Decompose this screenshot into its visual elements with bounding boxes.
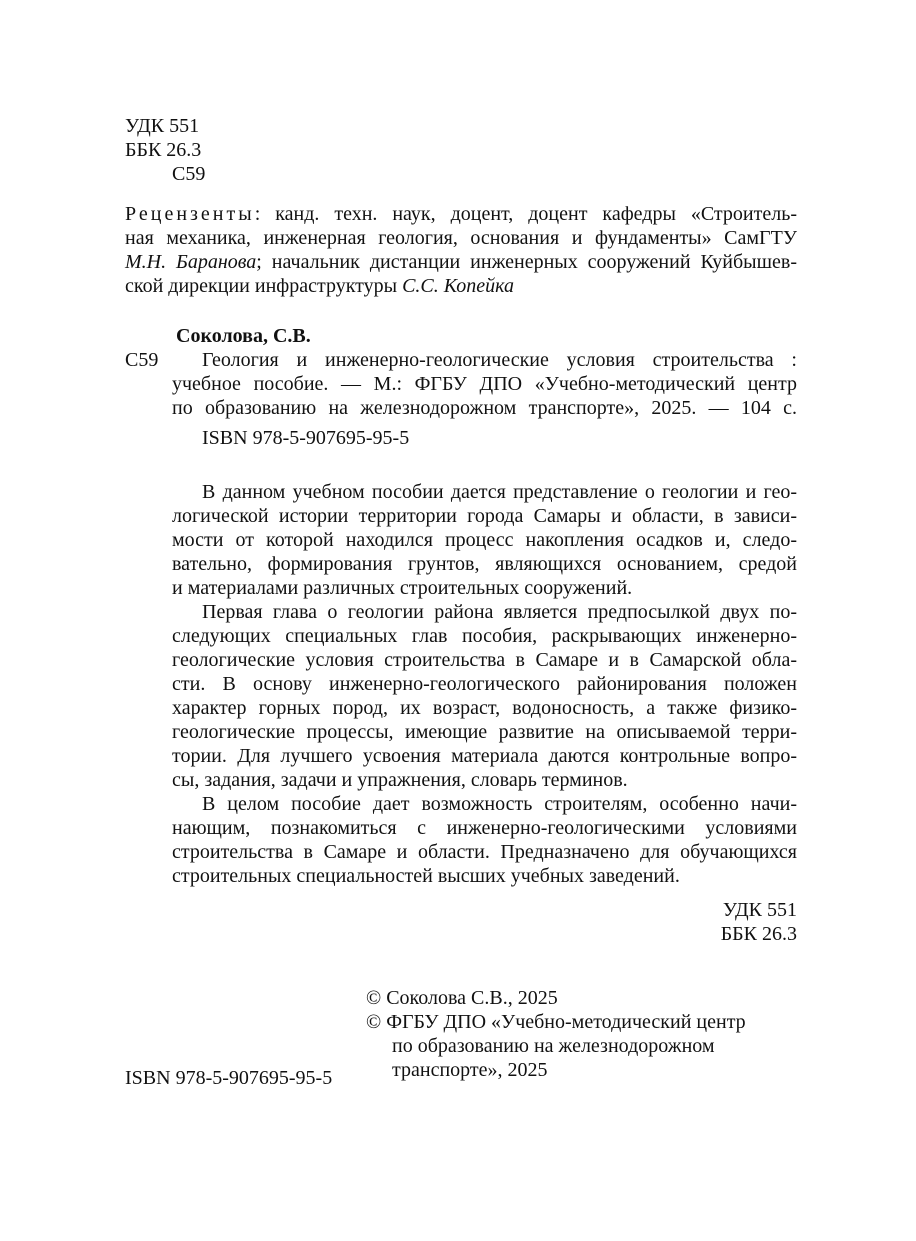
reviewers-text-4: ской дирекции инфраструктуры: [125, 275, 403, 297]
reviewer-name-2: С.С. Копейка: [402, 275, 515, 297]
author-mark: С59: [172, 163, 206, 185]
abstract-p2-line: характер горных пород, их возраст, водоносность, а также физико-: [172, 697, 797, 719]
abstract-p2-line: Первая глава о геологии района является предпосылкой двух по-: [202, 601, 797, 623]
catalog-desc-3: по образованию на железнодорожном транспорте», 2025. — 104 с.: [172, 397, 797, 419]
abstract-p2-line: геологические условия строительства в Самаре и в Самарской обла-: [172, 649, 797, 671]
footer-bbk: ББК 26.3: [720, 923, 797, 945]
copyright-publisher: © ФГБУ ДПО «Учебно-методический центр: [366, 1011, 746, 1033]
bbk-code: ББК 26.3: [125, 139, 202, 161]
catalog-desc-2: учебное пособие. — М.: ФГБУ ДПО «Учебно-методический центр: [172, 373, 797, 395]
abstract-p3-line: строительных специальностей высших учебных заведений.: [172, 865, 680, 887]
reviewers-line-4: [125, 274, 514, 298]
abstract-p3-line: строительства в Самаре и области. Предназначено для обучающихся: [172, 841, 797, 863]
abstract-p3-line: нающим, познакомиться с инженерно-геологическими условиями: [172, 817, 797, 839]
reviewers-line-1: [125, 202, 797, 226]
reviewers-line-2: ная механика, инженерная геология, основания и фундаменты» СамГТУ: [125, 227, 797, 249]
reviewers-text-3: ; начальник дистанции инженерных сооружений Куйбышев-: [256, 251, 797, 273]
footer-udk: УДК 551: [722, 899, 797, 921]
reviewers-label: Рецензенты: [125, 203, 255, 225]
abstract-p1-line: В данном учебном пособии дается представление о геологии и гео-: [202, 481, 797, 503]
catalog-author: Соколова, С.В.: [176, 325, 311, 347]
catalog-code: С59: [125, 349, 159, 371]
copyright-author: © Соколова С.В., 2025: [366, 987, 558, 1009]
abstract-p2-line: сти. В основу инженерно-геологического районирования положен: [172, 673, 797, 695]
copyright-publisher-cont: транспорте», 2025: [392, 1059, 548, 1081]
abstract-p1-line: и материалами различных строительных сооружений.: [172, 577, 633, 599]
isbn-bottom: ISBN 978-5-907695-95-5: [125, 1067, 333, 1089]
udk-code: УДК 551: [125, 115, 200, 137]
catalog-isbn: ISBN 978-5-907695-95-5: [202, 427, 410, 449]
abstract-p2-line: тории. Для лучшего усвоения материала даются контрольные вопро-: [172, 745, 797, 767]
catalog-desc-1: Геология и инженерно-геологические условия строительства :: [202, 349, 797, 371]
reviewers-line-3: [125, 250, 797, 274]
abstract-p2-line: сы, задания, задачи и упражнения, словарь терминов.: [172, 769, 628, 791]
reviewers-text-1: : канд. техн. наук, доцент, доцент кафедры «Строитель-: [254, 203, 797, 225]
copyright-publisher-cont: по образованию на железнодорожном: [392, 1035, 715, 1057]
abstract-p1-line: логической истории территории города Самары и области, в зависи-: [172, 505, 797, 527]
abstract-p2-line: следующих специальных глав пособия, раскрывающих инженерно-: [172, 625, 797, 647]
abstract-p1-line: вательно, формирования грунтов, являющихся основанием, средой: [172, 553, 797, 575]
abstract-p3-line: В целом пособие дает возможность строителям, особенно начи-: [202, 793, 797, 815]
abstract-p2-line: геологические процессы, имеющие развитие на описываемой терри-: [172, 721, 797, 743]
reviewer-name-1: М.Н. Баранова: [125, 251, 257, 273]
abstract-p1-line: мости от которой находился процесс накопления осадков и, следо-: [172, 529, 797, 551]
